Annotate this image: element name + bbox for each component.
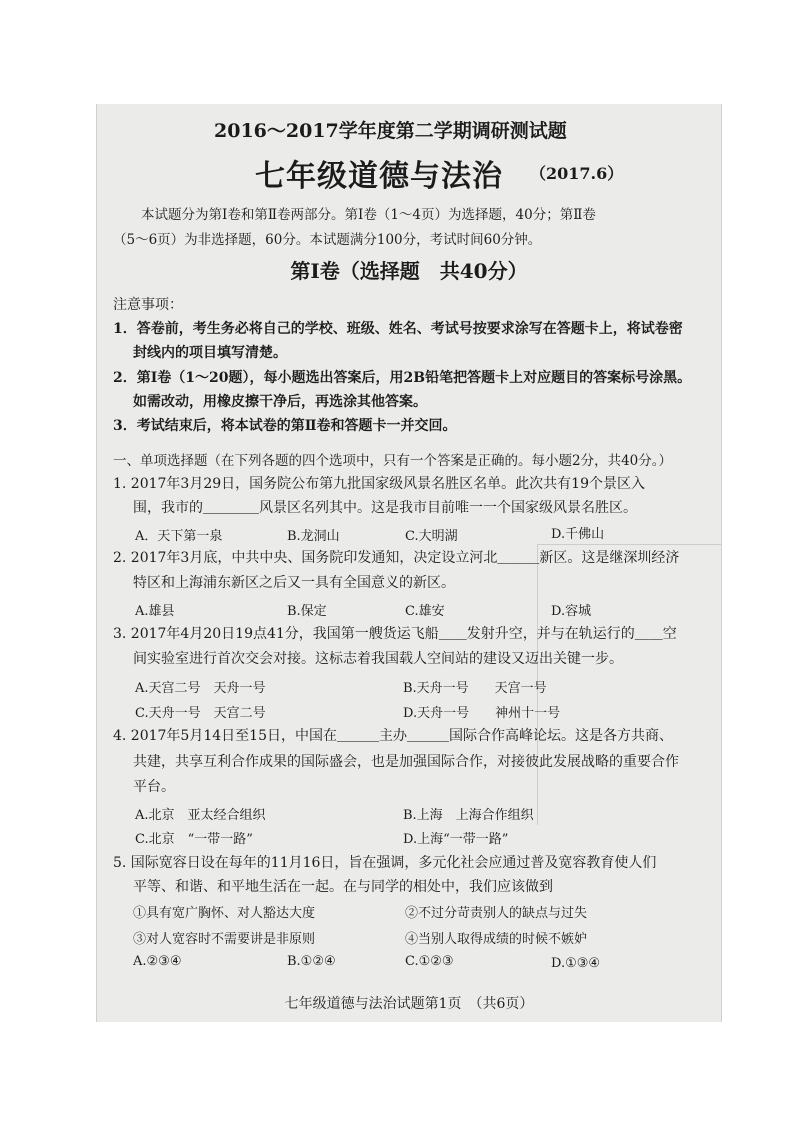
- q5-option-d: D.①③④: [551, 956, 601, 971]
- notice-item-1: 1．答卷前，考生务必将自己的学校、班级、姓名、考试号按要求涂写在答题卡上，将试卷密: [113, 321, 683, 337]
- q5-option-c: C.①②③: [405, 954, 454, 969]
- q1-option-d: D.千佛山: [551, 527, 605, 542]
- exam-year-title: 2016～2017学年度第二学期调研测试题: [214, 120, 567, 142]
- notice-item-3: 3．考试结束后，将本试卷的第Ⅱ卷和答题卡一并交回。: [113, 418, 457, 434]
- q5-statement-1: ①具有宽广胸怀、对人豁达大度: [133, 906, 316, 921]
- q3-option-a: A.天宫二号 天舟一号: [135, 681, 266, 696]
- q2-line-2: 特区和上海浦东新区之后又一具有全国意义的新区。: [133, 575, 455, 591]
- q1-option-c: C.大明湖: [405, 529, 458, 544]
- exam-page: [96, 104, 722, 1022]
- q5-statement-3: ③对人宽容时不需要讲是非原则: [133, 932, 316, 947]
- q1-option-b: B.龙洞山: [287, 529, 340, 544]
- q4-option-a: A.北京 亚太经合组织: [135, 808, 266, 823]
- q1-option-a: A．天下第一泉: [135, 529, 223, 544]
- q4-option-d: D.上海“一带一路”: [403, 832, 509, 847]
- q1-line-1: 1. 2017年3月29日，国务院公布第九批国家级风景名胜区名单。此次共有19个景区入: [113, 476, 645, 492]
- q3-line-2: 间实验室进行首次交会对接。这标志着我国载人空间站的建设又迈出关键一步。: [133, 651, 623, 667]
- notice-heading: 注意事项：: [113, 297, 183, 313]
- q3-option-d: D.天舟一号 神州十一号: [403, 706, 561, 721]
- part-heading: 一、单项选择题（在下列各题的四个选项中，只有一个答案是正确的。每小题2分，共40分。）: [113, 453, 673, 469]
- page-footer: 七年级道德与法治试题第1页 （共6页）: [284, 996, 534, 1012]
- q5-line-1: 5. 国际宽容日设在每年的11月16日，旨在强调，多元化社会应通过普及宽容教育使人们: [113, 855, 657, 871]
- q3-option-c: C.天舟一号 天宫二号: [135, 706, 266, 721]
- q5-option-a: A.②③④: [133, 954, 182, 969]
- notice-item-1-cont: 封线内的项目填写清楚。: [133, 345, 287, 361]
- q1-line-2: 围，我市的＿＿＿＿风景区名列其中。这是我市目前唯一一个国家级风景名胜区。: [133, 500, 637, 516]
- q2-option-a: A.雄县: [135, 604, 175, 619]
- q5-line-2: 平等、和谐、和平地生活在一起。在与同学的相处中，我们应该做到: [133, 879, 553, 895]
- q5-statement-4: ④当别人取得成绩的时候不嫉妒: [405, 932, 588, 947]
- q4-option-c: C.北京 “一带一路”: [135, 832, 253, 847]
- exam-subject-title: 七年级道德与法治: [255, 159, 503, 194]
- q4-line-1: 4. 2017年5月14日至15日，中国在＿＿＿主办＿＿＿国际合作高峰论坛。这是各方共商、: [113, 728, 673, 744]
- section-title: 第Ⅰ卷（选择题 共40分）: [290, 259, 528, 283]
- notice-item-2: 2．第Ⅰ卷（1～20题），每小题选出答案后，用2B铅笔把答题卡上对应题目的答案标号涂黑。: [113, 370, 692, 386]
- q4-option-b: B.上海 上海合作组织: [403, 808, 534, 823]
- notice-item-2-cont: 如需改动，用橡皮擦干净后，再选涂其他答案。: [133, 394, 427, 410]
- q4-line-3: 平台。: [133, 779, 175, 795]
- q2-option-b: B.保定: [287, 604, 327, 619]
- q5-option-b: B.①②④: [287, 954, 336, 969]
- exam-date: （2017.6）: [530, 164, 624, 183]
- q3-line-1: 3. 2017年4月20日19点41分，我国第一艘货运飞船＿＿发射升空，并与在轨运行的＿＿空: [113, 626, 677, 642]
- q2-line-1: 2. 2017年3月底，中共中央、国务院印发通知，决定设立河北＿＿＿新区。这是继深圳经济: [113, 550, 680, 566]
- q2-option-c: C.雄安: [405, 604, 445, 619]
- q4-line-2: 共建，共享互利合作成果的国际盛会，也是加强国际合作，对接彼此发展战略的重要合作: [133, 754, 679, 770]
- bleed-through-table: [537, 544, 722, 825]
- intro-line-2: （5～6页）为非选择题，60分。本试题满分100分，考试时间60分钟。: [113, 232, 542, 248]
- q3-option-b: B.天舟一号 天宫一号: [403, 681, 547, 696]
- q2-option-d: D.容城: [551, 604, 592, 619]
- q5-statement-2: ②不过分苛责别人的缺点与过失: [405, 906, 588, 921]
- intro-line-1: 本试题分为第Ⅰ卷和第Ⅱ卷两部分。第Ⅰ卷（1～4页）为选择题，40分；第Ⅱ卷: [141, 207, 596, 223]
